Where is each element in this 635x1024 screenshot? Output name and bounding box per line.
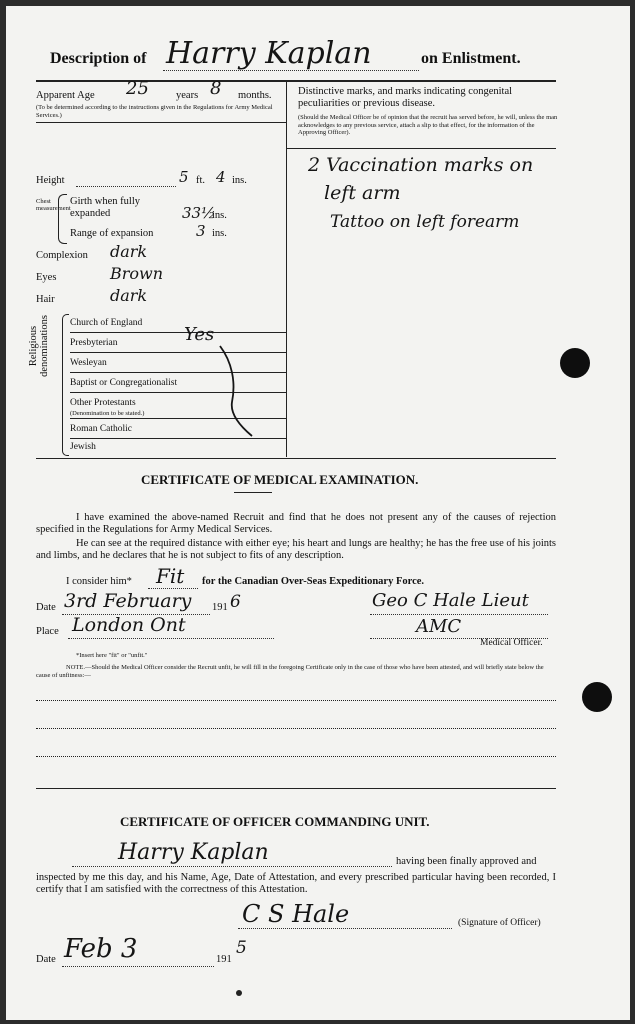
height-in-value: 4 bbox=[216, 168, 226, 186]
religion-label: Religious denominations bbox=[28, 315, 50, 377]
section-rule-2 bbox=[36, 788, 556, 789]
girth-label: Girth when fully expanded bbox=[70, 196, 140, 219]
ft-label: ft. bbox=[196, 175, 206, 186]
section-rule bbox=[36, 458, 556, 459]
medical-year-prefix: 191 bbox=[212, 602, 228, 613]
age-years-value: 25 bbox=[126, 78, 149, 99]
denomination-note: (Denomination to be stated.) bbox=[70, 410, 145, 417]
medical-sig-line bbox=[370, 614, 548, 615]
girth-unit: ins. bbox=[212, 210, 227, 221]
commanding-title: CERTIFICATE OF OFFICER COMMANDING UNIT. bbox=[120, 814, 430, 829]
religion-stroke bbox=[212, 342, 272, 442]
mark-line-3: Tattoo on left forearm bbox=[330, 212, 520, 232]
religion-jewish: Jewish bbox=[70, 442, 96, 452]
eyes-label: Eyes bbox=[36, 272, 57, 283]
medical-date-value: 3rd February bbox=[64, 590, 192, 612]
blank-line-2 bbox=[36, 728, 556, 729]
mark-line-2: left arm bbox=[324, 182, 401, 204]
commanding-sig-label: (Signature of Officer) bbox=[458, 918, 541, 928]
height-dots bbox=[76, 186, 176, 187]
medical-title: CERTIFICATE OF MEDICAL EXAMINATION. bbox=[141, 472, 419, 487]
hair-label: Hair bbox=[36, 294, 55, 305]
medical-paragraph-1: I have examined the above-named Recruit and find that he does not present any of the causes of rejection specified in the Regulations for Army Medical Services. bbox=[36, 512, 556, 535]
range-value: 3 bbox=[196, 222, 206, 240]
commanding-year-prefix: 191 bbox=[216, 954, 232, 965]
title-underline bbox=[234, 492, 272, 493]
blank-line-3 bbox=[36, 756, 556, 757]
column-divider bbox=[286, 82, 287, 457]
age-note: (To be determined according to the instructions given in the Regulations for Army Medical Services.) bbox=[36, 104, 273, 119]
mark-line-1: 2 Vaccination marks on bbox=[308, 154, 534, 176]
consider-suffix: for the Canadian Over-Seas Expeditionary Force. bbox=[202, 576, 425, 587]
commanding-officer-signature: C S Hale bbox=[242, 900, 350, 928]
commanding-recruit-name: Harry Kaplan bbox=[118, 840, 269, 865]
insert-note: *Insert here "fit" or "unfit." bbox=[76, 652, 148, 659]
religion-wesleyan: Wesleyan bbox=[70, 358, 107, 368]
punch-hole-lower bbox=[582, 682, 612, 712]
title-suffix: on Enlistment. bbox=[421, 50, 521, 67]
religion-mark: Yes bbox=[184, 324, 215, 345]
place-label: Place bbox=[36, 626, 59, 637]
commanding-date-line bbox=[62, 966, 214, 967]
marks-rule bbox=[286, 148, 556, 149]
punch-hole-upper bbox=[560, 348, 590, 378]
medical-date-label: Date bbox=[36, 602, 56, 613]
religion-roman-catholic: Roman Catholic bbox=[70, 424, 133, 434]
commanding-sig-line bbox=[238, 928, 452, 929]
age-months-value: 8 bbox=[210, 78, 222, 99]
religion-church-of-england: Church of England bbox=[70, 318, 143, 328]
blank-line-1 bbox=[36, 700, 556, 701]
consider-label: I consider him* bbox=[66, 576, 132, 587]
complexion-value: dark bbox=[110, 242, 148, 261]
religion-other-protestants: Other Protestants bbox=[70, 398, 136, 408]
girth-value: 33½ bbox=[182, 204, 216, 222]
hair-value: dark bbox=[110, 286, 148, 305]
height-ft-value: 5 bbox=[179, 168, 189, 186]
place-line bbox=[68, 638, 274, 639]
commanding-approved-text: having been finally approved and bbox=[396, 856, 537, 867]
religion-baptist: Baptist or Congregationalist bbox=[70, 378, 178, 388]
months-label: months. bbox=[238, 90, 272, 101]
unfit-note: NOTE.—Should the Medical Officer consider the Recruit unfit, he will fill in the foregoing Certificate only in the case of those who have been attested, and will briefly state below the cause of unfitness:— bbox=[36, 664, 544, 679]
commanding-paragraph: inspected by me this day, and his Name, Age, Date of Attestation, and every prescribed particular having been recorded, I certify that I am satisfied with the correctness of this Attestation. bbox=[36, 872, 556, 895]
range-label: Range of expansion bbox=[70, 228, 154, 239]
chest-label: Chest measurement bbox=[36, 198, 71, 212]
age-rule bbox=[36, 122, 286, 123]
height-label: Height bbox=[36, 175, 65, 186]
religion-presbyterian: Presbyterian bbox=[70, 338, 118, 348]
chest-brace bbox=[58, 194, 67, 244]
name-line bbox=[163, 70, 419, 71]
ins-label: ins. bbox=[232, 175, 247, 186]
marks-note: (Should the Medical Officer be of opinion that the recruit has served before, he will, unless the man acknowledges to any previous service, attach a slip to that effect, for the information of the Approving Officer). bbox=[298, 114, 558, 136]
religion-brace bbox=[62, 314, 69, 456]
commanding-date-value: Feb 3 bbox=[64, 934, 138, 964]
age-label: Apparent Age bbox=[36, 90, 95, 101]
medical-officer-signature: Geo C Hale Lieut bbox=[372, 590, 529, 611]
recruit-name: Harry Kaplan bbox=[166, 36, 372, 71]
medical-year-value: 6 bbox=[230, 592, 241, 612]
medical-paragraph-2: He can see at the required distance with either eye; his heart and lungs are healthy; he has the free use of his joints and limbs, and he declares that he is not subject to fits of any description. bbox=[36, 538, 556, 561]
marks-heading: Distinctive marks, and marks indicating congenital peculiarities or previous disease. bbox=[298, 86, 513, 109]
years-label: years bbox=[176, 90, 199, 101]
ink-dot bbox=[236, 990, 242, 996]
commanding-name-line bbox=[72, 866, 392, 867]
medical-officer-unit: AMC bbox=[416, 616, 462, 637]
place-value: London Ont bbox=[72, 614, 186, 636]
title-prefix: Description of bbox=[50, 50, 147, 67]
religion-rule bbox=[70, 332, 286, 333]
header-rule bbox=[36, 80, 556, 82]
range-unit: ins. bbox=[212, 228, 227, 239]
medical-officer-label: Medical Officer. bbox=[480, 638, 543, 648]
complexion-label: Complexion bbox=[36, 250, 88, 261]
attestation-page bbox=[6, 6, 630, 1020]
commanding-year-value: 5 bbox=[236, 938, 247, 958]
commanding-date-label: Date bbox=[36, 954, 56, 965]
eyes-value: Brown bbox=[110, 264, 164, 283]
consider-line bbox=[148, 588, 198, 589]
consider-value: Fit bbox=[156, 564, 185, 588]
